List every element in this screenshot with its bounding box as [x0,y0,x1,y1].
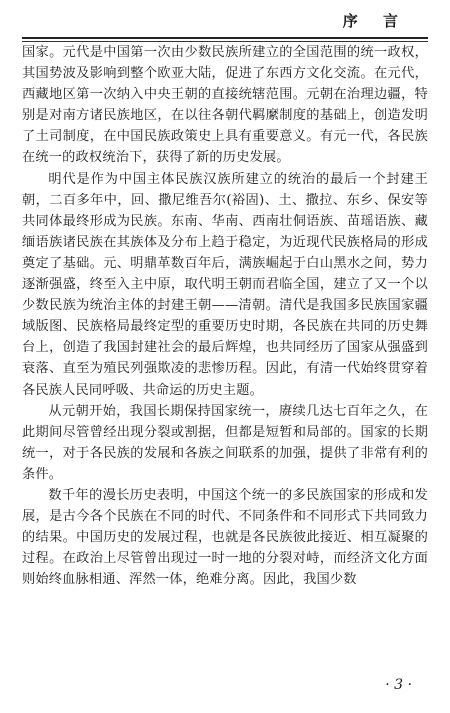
running-header-title: 序 言 [342,12,408,30]
paragraph-2: 明代是作为中国主体民族汉族所建立的统治的最后一个封建王朝，二百多年中，回、撒尼维吾尔(裕固)、土、撒拉、东乡、保安等共同体最终形成为民族。东南、华南、西南壮侗语族、苗瑶语族、藏缅语族诸民族在其族体及分布上趋于稳定，为近现代民族格局的形成奠定了基础。元、明鼎革数百年后，满族崛起于白山黑水之间，势力逐渐强盛，终至入主中原，取代明王朝而君临全国，建立了又一个以少数民族为统治主体的封建王朝——清朝。清代是我国多民族国家疆域版图、民族格局最终定型的重要历史时期，各民族在共同的历史舞台上，创造了我国封建社会的最后辉煌，也共同经历了国家从强盛到衰落、直至为殖民列强欺凌的悲惨历程。因此，有清一代始终贯穿着各民族人民同呼吸、共命运的历史主题。 [22,171,428,398]
body-text [22,42,428,590]
paragraph-1: 国家。元代是中国第一次由少数民族所建立的全国范围的统一政权，其国势波及影响到整个欧亚大陆，促进了东西方文化交流。在元代，西藏地区第一次纳入中央王朝的直接统辖范围。元朝在治理边疆，特别是对南方诸民族地区，在以往各朝代羁縻制度的基础上，创造发明了土司制度，在中国民族政策史上具有重要意义。有元一代，各民族在统一的政权统治下，获得了新的历史发展。 [22,45,428,166]
page-number: · 3 · [385,677,412,693]
header-rule-thick [22,37,428,39]
paragraph-4: 数千年的漫长历史表明，中国这个统一的多民族国家的形成和发展，是古今各个民族在不同的时代、不同条件和不同形式下共同致力的结果。中国历史的发展过程，也就是各民族彼此接近、相互凝聚的过程。在政治上尽管曾出现过一时一地的分裂对峙，而经济文化方面则始终血脉相通、浑然一体，绝难分离。因此，我国少数 [22,487,428,588]
paragraph-3: 从元朝开始，我国长期保持国家统一，赓续几达七百年之久，在此期间尽管曾经出现分裂或割据，但都是短暂和局部的。国家的长期统一，对于各民族的发展和各族之间联系的加强，提供了非常有利的条件。 [22,403,428,482]
page-header [22,4,428,34]
